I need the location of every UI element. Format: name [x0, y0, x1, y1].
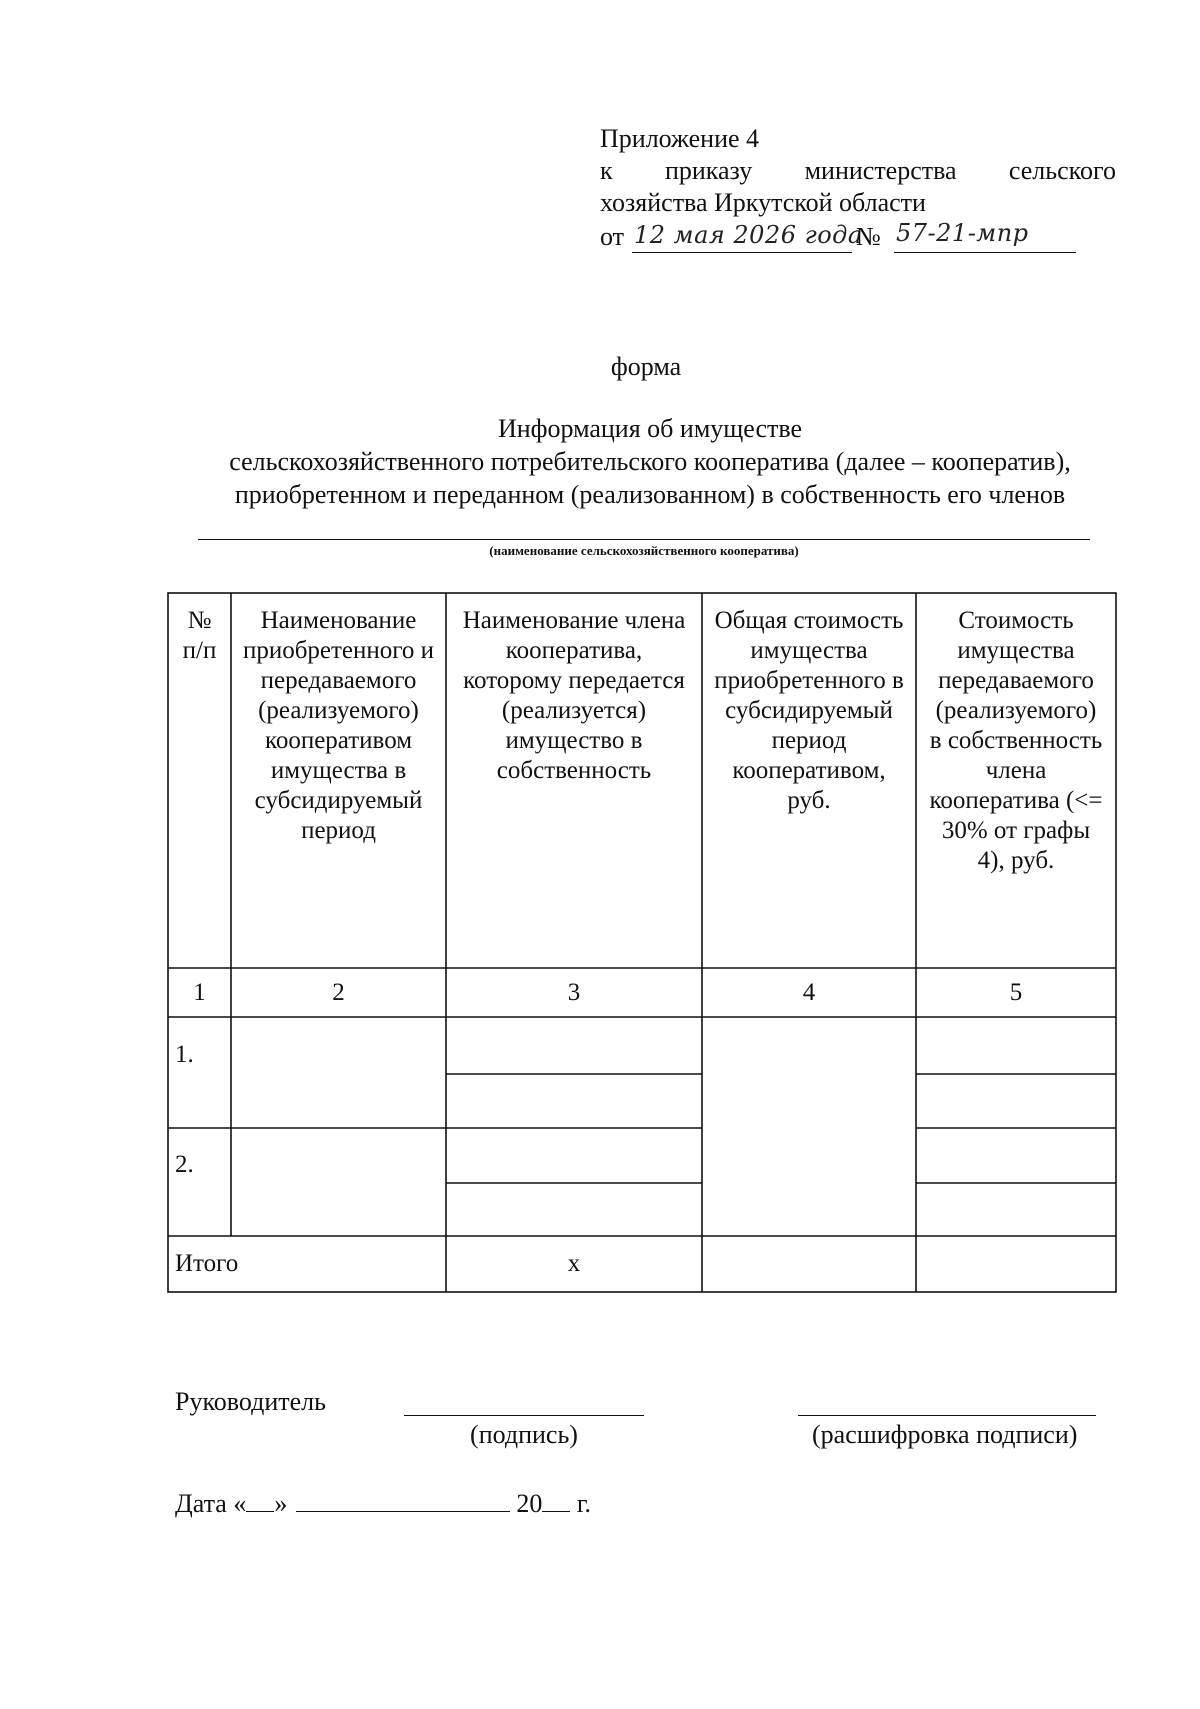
year-blank — [542, 1489, 570, 1512]
header-text: 4), руб. — [977, 847, 1055, 874]
total-col3-cross: х — [567, 1250, 581, 1277]
header-text: приобретенного и — [242, 637, 435, 664]
header-text: Наименование члена — [462, 607, 686, 634]
header-text: субсидируемый — [254, 787, 423, 814]
date-prefix: Дата « — [175, 1489, 247, 1518]
header-text: Наименование — [260, 607, 417, 634]
title-line-1: Информация об имуществе — [497, 414, 803, 443]
header-text: которому передается — [463, 667, 685, 694]
appendix-word: к — [600, 156, 613, 185]
coop-name-caption: (наименование сельскохозяйственного кооператива) — [489, 543, 799, 558]
row-label-2: 2. — [175, 1151, 194, 1178]
signature-line — [404, 1415, 644, 1416]
appendix-word: сельского — [1008, 156, 1116, 185]
number-sign: № — [856, 222, 881, 251]
header-text: передаваемого — [260, 667, 417, 694]
header-text: № — [187, 607, 212, 634]
signature-caption: (подпись) — [470, 1420, 578, 1449]
header-text: (реализуемого) — [258, 697, 419, 724]
appendix-date-prefix: от — [600, 222, 625, 251]
column-number: 1 — [193, 979, 206, 1006]
header-text: 30% от графы — [941, 817, 1091, 844]
header-cell-transfer-cost — [916, 606, 1116, 876]
title-line-3: приобретенном и переданном (реализованном) в собственность его членов — [234, 480, 1066, 509]
header-text: приобретенного в — [714, 667, 904, 694]
handwritten-number: 57-21-мпр — [896, 219, 1029, 247]
header-text: период — [301, 817, 376, 844]
year-suffix: г. — [576, 1489, 592, 1518]
header-text: имущества — [957, 637, 1075, 664]
header-text: кооперативом — [264, 727, 413, 754]
header-text: Стоимость — [958, 607, 1074, 634]
header-text: передаваемого — [938, 667, 1094, 694]
signature-decode-line — [798, 1415, 1096, 1416]
header-text: (реализуется) — [501, 697, 647, 724]
header-text: кооператива, — [505, 637, 643, 664]
header-text: имущество в — [505, 727, 643, 754]
head-label: Руководитель — [175, 1387, 326, 1416]
appendix-word: приказу — [664, 156, 753, 185]
header-text: субсидируемый — [725, 697, 893, 724]
column-number: 4 — [802, 979, 816, 1006]
header-text: члена — [985, 757, 1047, 784]
column-number: 5 — [1009, 979, 1023, 1006]
year-prefix: 20 — [516, 1489, 543, 1518]
appendix-word: министерства — [804, 156, 957, 185]
header-text: в собственность — [929, 727, 1103, 754]
header-text: кооперативом, — [732, 757, 886, 784]
column-number: 2 — [332, 979, 345, 1006]
handwritten-date: 12 мая 2026 года — [634, 221, 863, 249]
row-label-1: 1. — [175, 1041, 194, 1068]
header-text: (реализуемого) — [935, 697, 1097, 724]
column-number: 3 — [567, 979, 581, 1006]
header-cell-total-cost — [702, 606, 916, 816]
total-label: Итого — [175, 1250, 239, 1277]
form-label: форма — [610, 352, 682, 381]
header-text: кооператива (<= — [929, 787, 1103, 814]
header-text: имущества в — [270, 757, 407, 784]
title-line-2: сельскохозяйственного потребительского кооператива (далее – кооператив), — [229, 447, 1071, 476]
appendix-ministry-line: хозяйства Иркутской области — [600, 188, 926, 217]
appendix-title: Приложение 4 — [600, 124, 760, 153]
header-cell-member-name — [446, 606, 702, 786]
month-blank — [296, 1489, 510, 1512]
header-cell-property-name — [231, 606, 446, 846]
signature-decode-caption: (расшифровка подписи) — [812, 1420, 1078, 1449]
header-cell-number — [168, 606, 231, 666]
header-text: Общая стоимость — [714, 607, 904, 634]
header-text: период — [771, 727, 847, 754]
header-text: руб. — [787, 787, 831, 814]
header-text: п/п — [182, 637, 217, 664]
day-blank — [246, 1489, 274, 1512]
header-text: имущества — [750, 637, 868, 664]
header-text: собственность — [496, 757, 652, 784]
date-close-quote: » — [274, 1489, 288, 1518]
date-line — [175, 1489, 591, 1519]
